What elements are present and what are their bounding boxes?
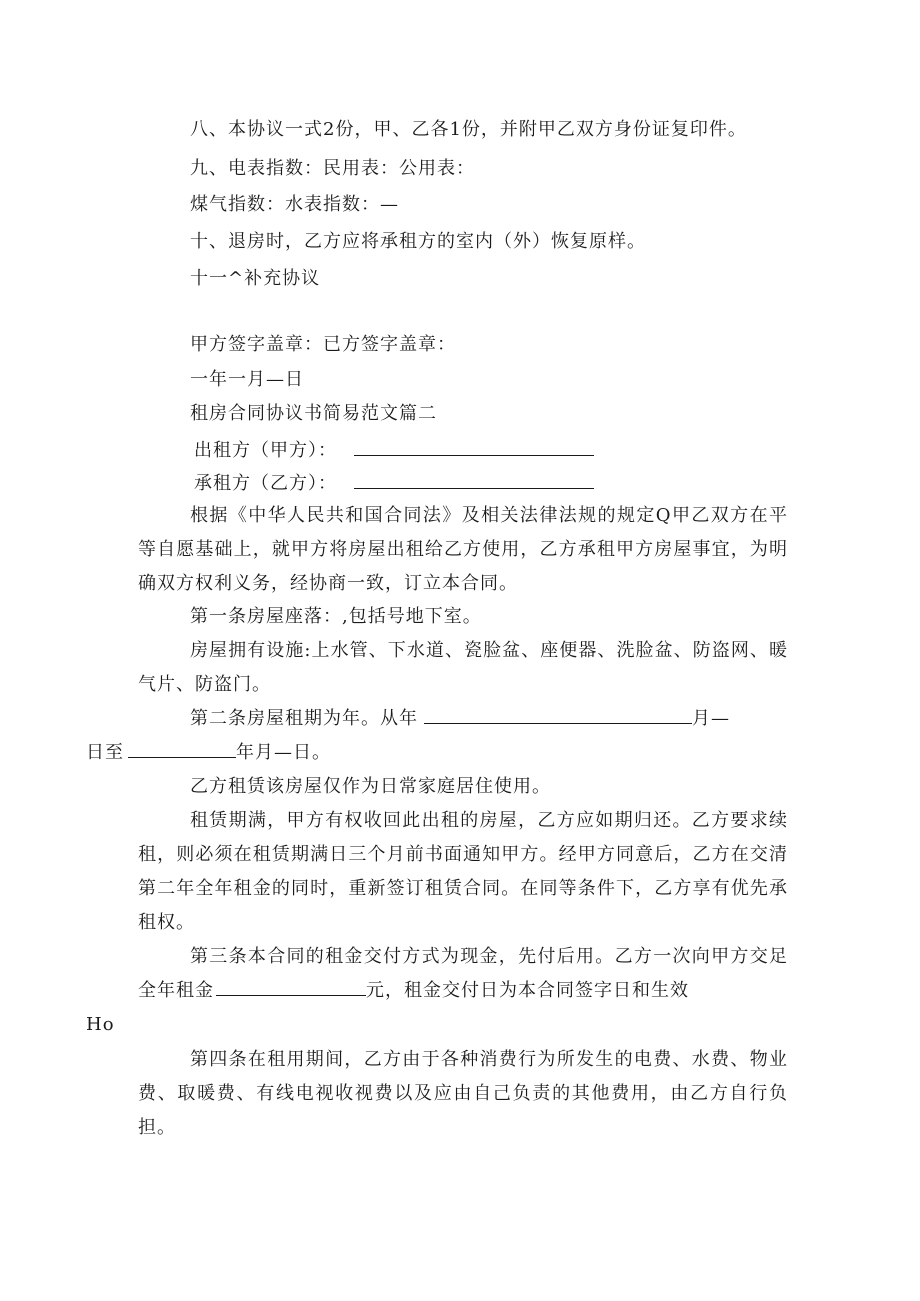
- clause-eleven: 十一^补充协议: [190, 268, 321, 289]
- lessee-label: 承租方（乙方）：: [194, 473, 337, 494]
- rent-payment-text: 第三条本合同的租金交付方式为现金，先付后用。乙方一次向甲方交足全年租金: [138, 946, 788, 1001]
- gas-water-meter: 煤气指数：水表指数：—: [190, 194, 399, 215]
- month-text: 月—: [692, 708, 730, 729]
- residential-use: 乙方租赁该房屋仅作为日常家庭居住使用。: [190, 776, 551, 797]
- date-line: 一年一月—日: [190, 369, 304, 390]
- article-four: 第四条在租用期间，乙方由于各种消费行为所发生的电费、水费、物业费、取暖费、有线电视收视费以及应由自己负责的其他费用，由乙方自行负担。: [138, 1049, 788, 1138]
- start-date-blank: [424, 705, 692, 724]
- article-one: 第一条房屋座落：,包括号地下室。: [190, 606, 482, 627]
- clause-ten: 十、退房时，乙方应将承租方的室内（外）恢复原样。: [190, 231, 646, 252]
- rent-amount-blank: [216, 977, 366, 996]
- lessor-line: [194, 437, 594, 463]
- lessee-blank: [354, 470, 594, 489]
- article-three: [86, 940, 788, 1042]
- signature-line: 甲方签字盖章：已方签字盖章：: [190, 334, 456, 355]
- lessor-label: 出租方（甲方）：: [194, 440, 337, 461]
- article-two-text: 第二条房屋租期为年。从年: [190, 708, 418, 729]
- section-title: 租房合同协议书简易范文篇二: [190, 403, 437, 424]
- article-two: [86, 702, 788, 770]
- rent-date-text: 元，租金交付日为本合同签字日和生效: [366, 980, 689, 1001]
- lessee-line: [194, 470, 594, 496]
- end-date-suffix: 年月—日。: [236, 742, 331, 763]
- trailing-ho: Ho: [86, 1014, 115, 1035]
- clause-nine: 九、电表指数：民用表：公用表：: [190, 158, 475, 179]
- end-date-prefix: 日至: [86, 742, 124, 763]
- lessor-blank: [354, 437, 594, 456]
- renewal-paragraph: 租赁期满，甲方有权收回此出租的房屋，乙方应如期归还。乙方要求续租，则必须在租赁期满日三个月前书面通知甲方。经甲方同意后，乙方在交清第二年全年租金的同时，重新签订租赁合同。在同等条件下，乙方享有优先承租权。: [138, 810, 788, 933]
- preamble-paragraph: 根据《中华人民共和国合同法》及相关法律法规的规定Q甲乙双方在平等自愿基础上，就甲方将房屋出租给乙方使用，乙方承租甲方房屋事宜，为明确双方权利义务，经协商一致，订立本合同。: [138, 505, 788, 594]
- clause-eight: 八、本协议一式2份，甲、乙各1份，并附甲乙双方身份证复印件。: [190, 119, 747, 140]
- end-date-blank: [128, 739, 236, 758]
- facilities-paragraph: 房屋拥有设施:上水管、下水道、瓷脸盆、座便器、洗脸盆、防盗网、暖气片、防盗门。: [138, 640, 788, 695]
